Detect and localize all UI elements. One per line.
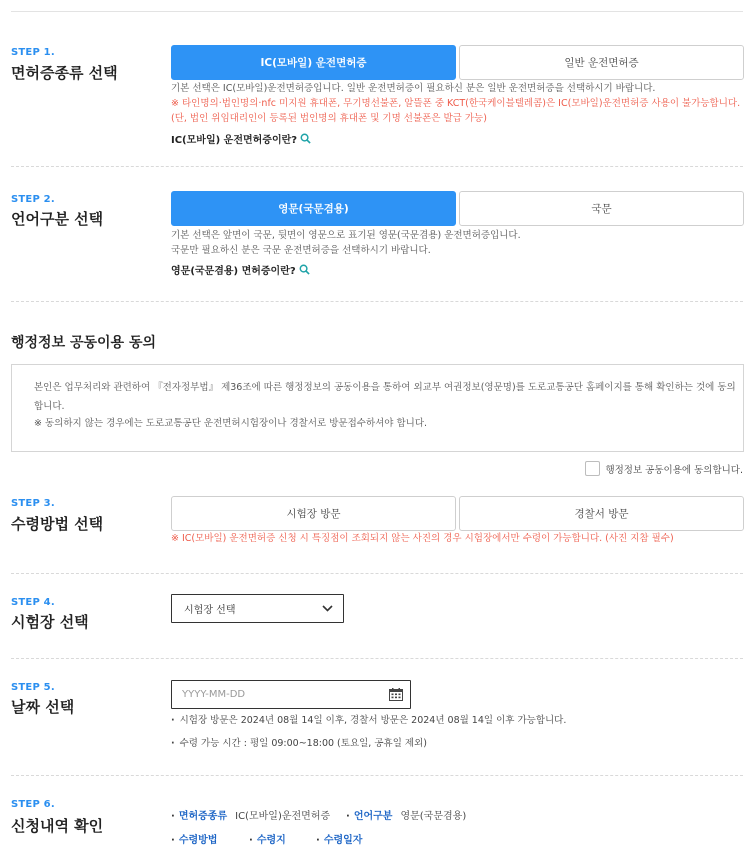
step1-warning-1: ※ 타인명의·법인명의·nfc 미지원 휴대폰, 무기명선불폰, 알뜰폰 중 KCT(한국케이블텔레콤)은 IC(모바일)운전면허증 사용이 불가능합니다. bbox=[171, 98, 741, 109]
step3-label: STEP 3. bbox=[11, 498, 55, 509]
step2-label: STEP 2. bbox=[11, 194, 55, 205]
summary-key: · 수령지 bbox=[249, 835, 286, 846]
step6-label: STEP 6. bbox=[11, 799, 55, 810]
divider bbox=[11, 166, 743, 167]
step1-title: 면허증종류 선택 bbox=[11, 64, 118, 82]
summary-value: IC(모바일)운전면허증 bbox=[235, 811, 331, 822]
pickup-police-station-button[interactable]: 경찰서 방문 bbox=[459, 496, 744, 531]
calendar-icon[interactable] bbox=[389, 688, 403, 701]
step5-title: 날짜 선택 bbox=[11, 698, 75, 716]
consent-section-title: 행정정보 공동이용 동의 bbox=[11, 335, 156, 351]
step1-warning-2: (단, 법인 위임대리인이 등록된 법인명의 휴대폰 및 기명 선불폰은 발급 가능) bbox=[171, 113, 487, 124]
step4-label: STEP 4. bbox=[11, 597, 55, 608]
consent-text-1: 본인은 업무처리와 관련하여 『전자정부법』 제36조에 따른 행정정보의 공동이용을 통하여 외교부 여권정보(영문명)를 도로교통공단 홈페이지를 통해 확인하는 것에 동의 bbox=[34, 382, 736, 393]
consent-checkbox-label[interactable]: 행정정보 공동이용에 동의합니다. bbox=[605, 464, 743, 476]
step5-label: STEP 5. bbox=[11, 682, 55, 693]
step3-warning: ※ IC(모바일) 운전면허증 신청 시 특징점이 조회되지 않는 사진의 경우 시험장에서만 수령이 가능합니다. (사진 지참 필수) bbox=[171, 533, 674, 544]
english-license-info-link[interactable] bbox=[171, 262, 310, 277]
date-note-2: · 수령 가능 시간 : 평일 09:00~18:00 (토요일, 공휴일 제외) bbox=[171, 735, 427, 749]
exam-center-select-value: 시험장 선택 bbox=[184, 605, 236, 616]
consent-text-2: 합니다. bbox=[34, 401, 65, 412]
search-icon bbox=[300, 133, 311, 144]
step3-title: 수령방법 선택 bbox=[11, 515, 104, 533]
divider bbox=[11, 775, 743, 776]
consent-checkbox[interactable] bbox=[585, 461, 600, 476]
summary-pickup-method bbox=[171, 831, 225, 846]
license-type-general-button[interactable]: 일반 운전면허증 bbox=[459, 45, 744, 80]
step2-description-2: 국문만 필요하신 분은 국문 운전면허증을 선택하시기 바랍니다. bbox=[171, 245, 431, 256]
step2-title: 언어구분 선택 bbox=[11, 210, 104, 228]
divider bbox=[11, 573, 743, 574]
top-divider bbox=[11, 11, 743, 12]
consent-box bbox=[11, 364, 744, 452]
date-input-placeholder: YYYY-MM-DD bbox=[182, 689, 246, 700]
date-input[interactable] bbox=[171, 680, 411, 709]
consent-text-3: ※ 동의하지 않는 경우에는 도로교통공단 운전면허시험장이나 경찰서로 방문접수하셔야 합니다. bbox=[34, 418, 428, 429]
ic-license-info-label: IC(모바일) 운전면허증이란? bbox=[171, 135, 298, 146]
step6-title: 신청내역 확인 bbox=[11, 817, 104, 835]
summary-key: · 언어구분 bbox=[346, 811, 392, 822]
chevron-down-icon bbox=[322, 605, 333, 612]
pickup-exam-center-button[interactable]: 시험장 방문 bbox=[171, 496, 456, 531]
step4-title: 시험장 선택 bbox=[11, 613, 89, 631]
summary-key: · 수령방법 bbox=[171, 835, 217, 846]
summary-value: 영문(국문겸용) bbox=[400, 811, 467, 822]
step1-label: STEP 1. bbox=[11, 47, 55, 58]
summary-pickup-location bbox=[249, 831, 294, 846]
divider bbox=[11, 658, 743, 659]
consent-checkbox-row[interactable] bbox=[585, 461, 743, 476]
language-english-button[interactable]: 영문(국문겸용) bbox=[171, 191, 456, 226]
summary-language bbox=[346, 807, 466, 822]
step1-description: 기본 선택은 IC(모바일)운전면허증입니다. 일반 운전면허증이 필요하신 분은 일반 운전면허증을 선택하시기 바랍니다. bbox=[171, 83, 656, 94]
date-note-1: · 시험장 방문은 2024년 08월 14일 이후, 경찰서 방문은 2024년 08월 14일 이후 가능합니다. bbox=[171, 712, 566, 726]
search-icon bbox=[299, 264, 310, 275]
exam-center-select[interactable] bbox=[171, 594, 344, 623]
summary-license-type bbox=[171, 807, 330, 822]
summary-pickup-date bbox=[316, 831, 370, 846]
language-korean-button[interactable]: 국문 bbox=[459, 191, 744, 226]
english-license-info-label: 영문(국문겸용) 면허증이란? bbox=[171, 266, 296, 277]
summary-key: · 수령일자 bbox=[316, 835, 362, 846]
step2-description-1: 기본 선택은 앞면이 국문, 뒷면이 영문으로 표기된 영문(국문겸용) 운전면허증입니다. bbox=[171, 230, 521, 241]
ic-license-info-link[interactable] bbox=[171, 131, 311, 146]
license-type-ic-button[interactable]: IC(모바일) 운전면허증 bbox=[171, 45, 456, 80]
divider bbox=[11, 301, 743, 302]
summary-key: · 면허증종류 bbox=[171, 811, 227, 822]
